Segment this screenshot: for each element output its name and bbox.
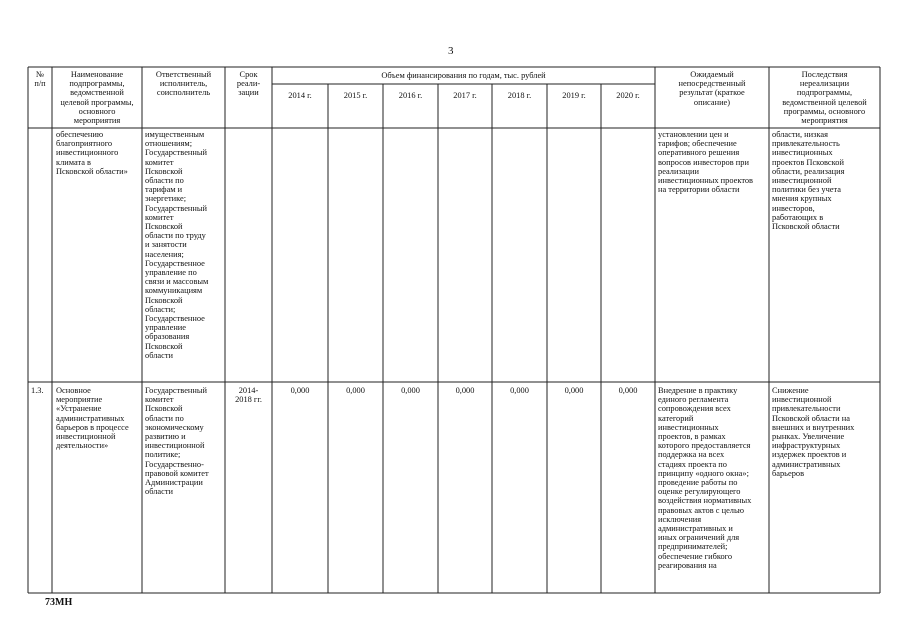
header-finance: Объем финансирования по годам, тыс. рублей <box>381 71 546 80</box>
header-year-2016: 2016 г. <box>398 91 423 100</box>
row-continued-responsible: имущественным отношениям; Государственный комитет Псковской области по тарифам и энергетике; Государственный комитет Псковской области по труду и занятости населения; Государственное управление по связи и массовым коммуникациям Псковской области; Государственное управление образования Псковской области <box>145 130 209 360</box>
row-13-value-2017: 0,000 <box>455 386 475 395</box>
header-year-2019: 2019 г. <box>562 91 586 100</box>
row-continued-consequence: области, низкая привлекательность инвестиционных проектов Псковской области, реализация инвестиционной политики без учета мнения крупных инвесторов, работающих в Псковской области <box>772 130 845 232</box>
header-consequence: Последствия нереализации подпрограммы, ведомственной целевой программы, основного мероприятия <box>782 70 867 126</box>
header-result: Ожидаемый непосредственный результат (краткое описание) <box>678 70 746 107</box>
row-13-term: 2014- 2018 гг. <box>235 386 262 405</box>
header-num: № п/п <box>34 70 46 89</box>
row-13-value-2014: 0,000 <box>290 386 310 395</box>
row-continued-result: установлении цен и тарифов; обеспечение оперативного решения вопросов инвесторов при реализации инвестиционных проектов на территории области <box>658 130 754 195</box>
header-term: Срок реали- зации <box>236 70 261 98</box>
row-continued-name: обеспечению благоприятного инвестиционного климата в Псковской области» <box>56 130 128 176</box>
header-year-2017: 2017 г. <box>453 91 477 100</box>
row-13-result: Внедрение в практику единого регламента сопровождения всех категорий инвестиционных проектов, в рамках которого предоставляется поддержка на всех стадиях проекта по принципу «одного окна»; проведение работы по оценке регулирующего воздействия нормативных правовых актов с целью исключения административных и иных ограничений для предпринимателей; обеспечение гибкого реагирования на <box>658 386 752 570</box>
header-name: Наименование подпрограммы, ведомственной целевой программы, основного мероприятия <box>60 70 134 126</box>
page-number: 3 <box>448 45 454 57</box>
header-year-2014: 2014 г. <box>288 91 312 100</box>
row-13-consequence: Снижение инвестиционной привлекательности Псковской области на внешних и внутренних рынках. Увеличение инфраструктурных издержек проектов и административных барьеров <box>772 386 855 478</box>
row-13-name: Основное мероприятие «Устранение административных барьеров в процессе инвестиционной деятельности» <box>56 386 129 451</box>
row-13-value-2015: 0,000 <box>346 386 365 395</box>
row-13-value-2016: 0,000 <box>401 386 420 395</box>
row-13-num: 1.3. <box>31 386 44 395</box>
header-year-2020: 2020 г. <box>616 91 640 100</box>
header-year-2015: 2015 г. <box>343 91 368 100</box>
row-13-value-2019: 0,000 <box>564 386 584 395</box>
header-responsible: Ответственный исполнитель, соисполнитель <box>155 70 212 98</box>
row-13-value-2018: 0,000 <box>510 386 529 395</box>
header-year-2018: 2018 г. <box>507 91 532 100</box>
row-13-responsible: Государственный комитет Псковской области по экономическому развитию и инвестиционной политике; Государственно- правовой комитет Администрации области <box>145 386 209 497</box>
footer-code: 73МН <box>45 597 73 608</box>
row-13-value-2020: 0,000 <box>618 386 638 395</box>
